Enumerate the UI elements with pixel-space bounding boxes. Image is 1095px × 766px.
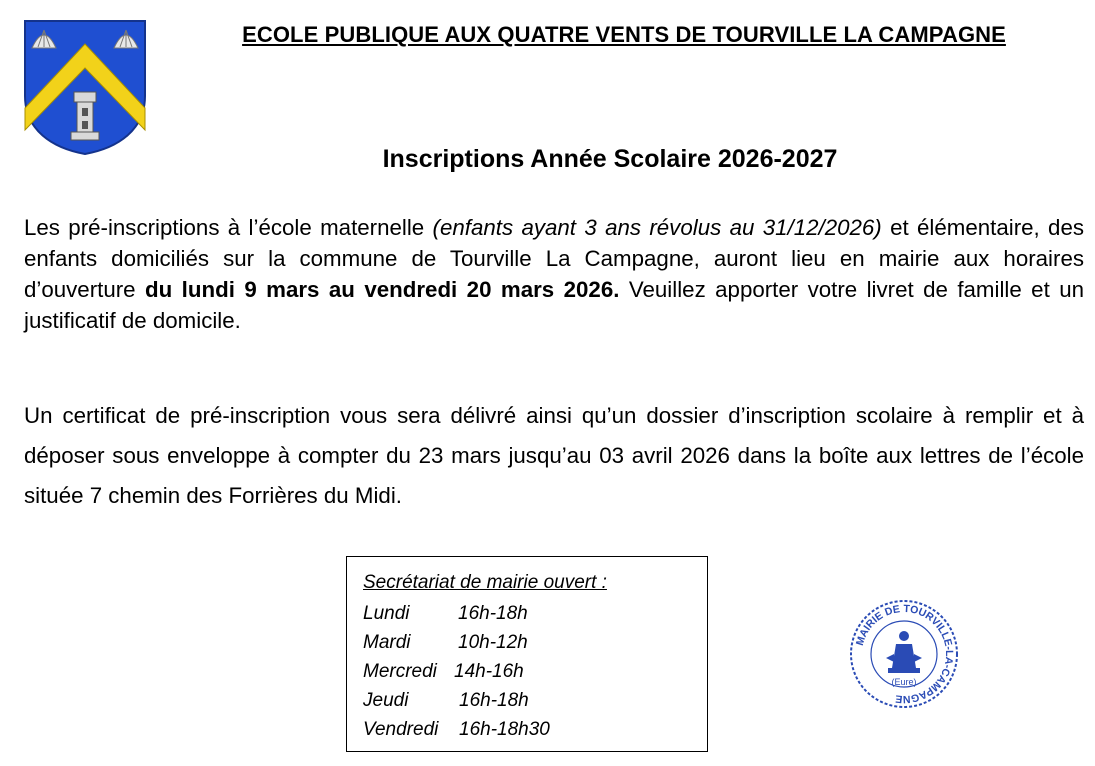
office-hours-time: 16h-18h <box>458 603 528 624</box>
school-title: ECOLE PUBLIQUE AUX QUATRE VENTS DE TOURVILLE LA CAMPAGNE <box>242 22 1006 47</box>
stamp-text: MAIRIE DE TOURVILLE-LA-CAMPAGNE <box>853 602 956 706</box>
office-hours-time: 14h-16h <box>454 661 524 682</box>
paragraph-text: et élémentaire, des enfants domiciliés sur la commune de Tourville La Campagne, auront lieu en mairie aux horaires d’ouverture <box>24 215 1085 302</box>
office-hours-day: Vendredi <box>363 719 439 740</box>
coat-of-arms-logo <box>22 18 148 156</box>
office-hours-row <box>363 686 707 715</box>
registration-paragraph <box>24 212 1084 336</box>
office-hours-day: Mercredi <box>363 661 437 682</box>
office-hours-row <box>363 599 707 628</box>
office-hours-time: 10h-12h <box>458 632 528 653</box>
dates-text: du lundi 9 mars au vendredi 20 mars 2026. <box>144 277 620 302</box>
office-hours-heading: Secrétariat de mairie ouvert : <box>363 572 607 593</box>
stamp-subtext: (Eure) <box>891 677 917 687</box>
office-hours-row <box>363 657 707 686</box>
age-condition-text: (enfants ayant 3 ans révolus au 31/12/2026) <box>432 215 882 240</box>
certificate-paragraph: Un certificat de pré-inscription vous sera délivré ainsi qu’un dossier d’inscription scolaire à remplir et à déposer sous enveloppe à compter du 23 mars jusqu’au 03 avril 2026 dans la boîte aux lettres de l’école située 7 chemin des Forrières du Midi. <box>24 403 1084 508</box>
office-hours-day: Jeudi <box>363 690 409 711</box>
office-hours-row <box>363 628 707 657</box>
office-hours-time: 16h-18h30 <box>459 719 550 740</box>
office-hours-day: Mardi <box>363 632 411 653</box>
office-hours-time: 16h-18h <box>459 690 529 711</box>
paragraph-text: Les pré-inscriptions à l’école maternelle <box>24 215 433 240</box>
office-hours-day: Lundi <box>363 603 410 624</box>
paragraph-text: Veuillez apporter votre livret de famille et un justificatif de domicile. <box>24 277 1085 333</box>
page-title: Inscriptions Année Scolaire 2026-2027 <box>382 145 838 173</box>
town-hall-stamp <box>848 598 960 710</box>
office-hours-box <box>346 556 708 752</box>
office-hours-row <box>363 715 707 744</box>
